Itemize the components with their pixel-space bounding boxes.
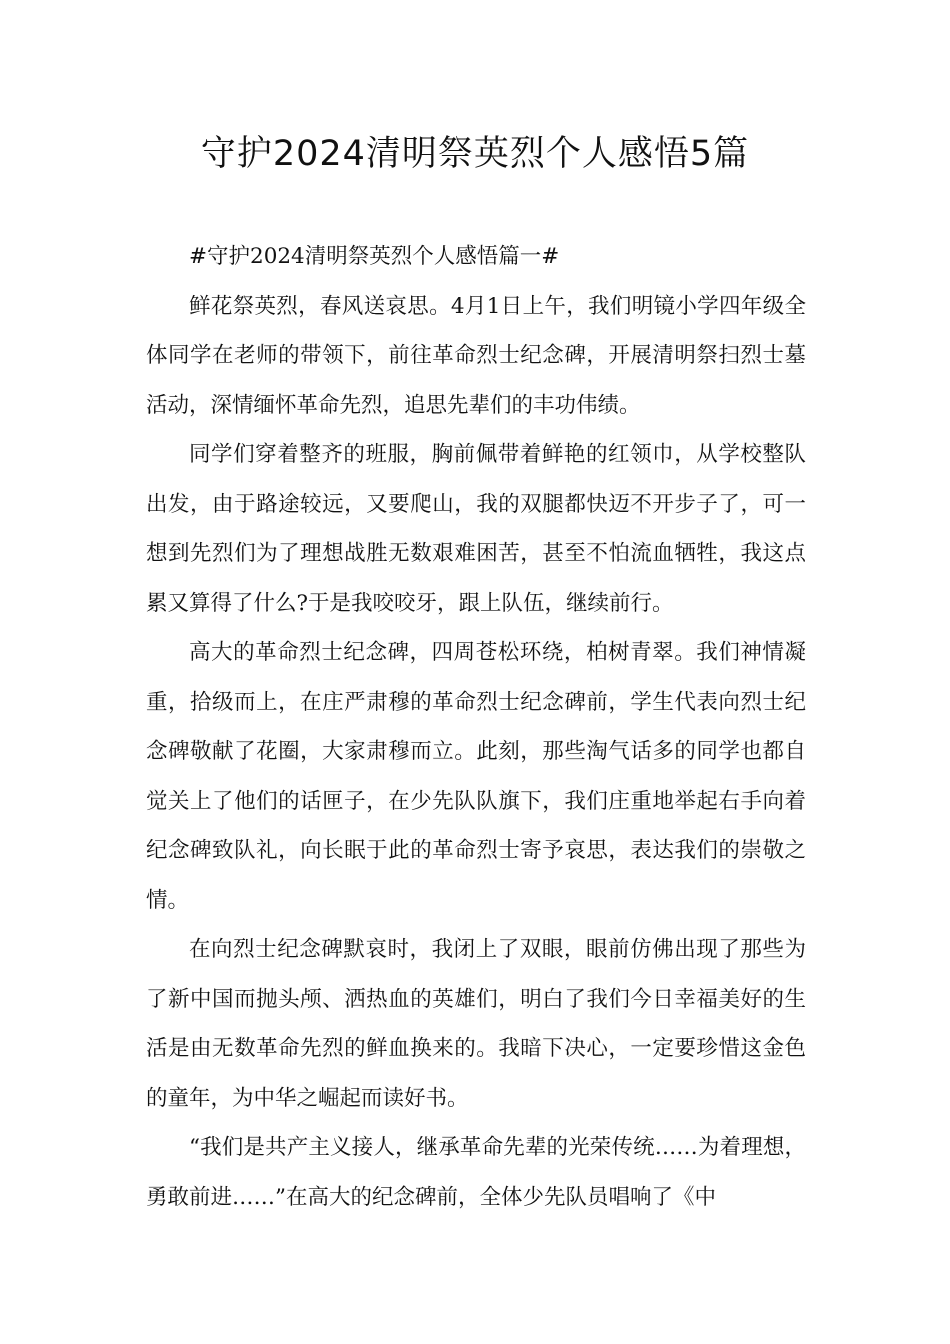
paragraph-5: “我们是共产主义接人，继承革命先辈的光荣传统……为着理想，勇敢前进……”在高大的纪念碑前，全体少先队员唱响了《中: [146, 1135, 806, 1210]
paragraph-4: 在向烈士纪念碑默哀时，我闭上了双眼，眼前仿佛出现了那些为了新中国而抛头颅、洒热血的英雄们，明白了我们今日幸福美好的生活是由无数革命先烈的鲜血换来的。我暗下决心，一定要珍惜这金色的童年，为中华之崛起而读好书。: [146, 937, 806, 1111]
document-body: [146, 232, 806, 1222]
paragraph-2: 同学们穿着整齐的班服，胸前佩带着鲜艳的红领巾，从学校整队出发，由于路途较远，又要爬山，我的双腿都快迈不开步子了，可一想到先烈们为了理想战胜无数艰难困苦，甚至不怕流血牺牲，我这点累又算得了什么?于是我咬咬牙，跟上队伍，继续前行。: [146, 442, 806, 616]
document-title: 守护2024清明祭英烈个人感悟5篇: [200, 134, 750, 174]
paragraph-1: 鲜花祭英烈，春风送哀思。4月1日上午，我们明镜小学四年级全体同学在老师的带领下，前往革命烈士纪念碑，开展清明祭扫烈士墓活动，深情缅怀革命先烈，追思先辈们的丰功伟绩。: [146, 293, 806, 418]
section-heading: #守护2024清明祭英烈个人感悟篇一#: [189, 244, 560, 269]
paragraph-3: 高大的革命烈士纪念碑，四周苍松环绕，柏树青翠。我们神情凝重，拾级而上，在庄严肃穆的革命烈士纪念碑前，学生代表向烈士纪念碑敬献了花圈，大家肃穆而立。此刻，那些淘气话多的同学也都自觉关上了他们的话匣子，在少先队队旗下，我们庄重地举起右手向着纪念碑致队礼，向长眠于此的革命烈士寄予哀思，表达我们的崇敬之情。: [146, 640, 806, 913]
